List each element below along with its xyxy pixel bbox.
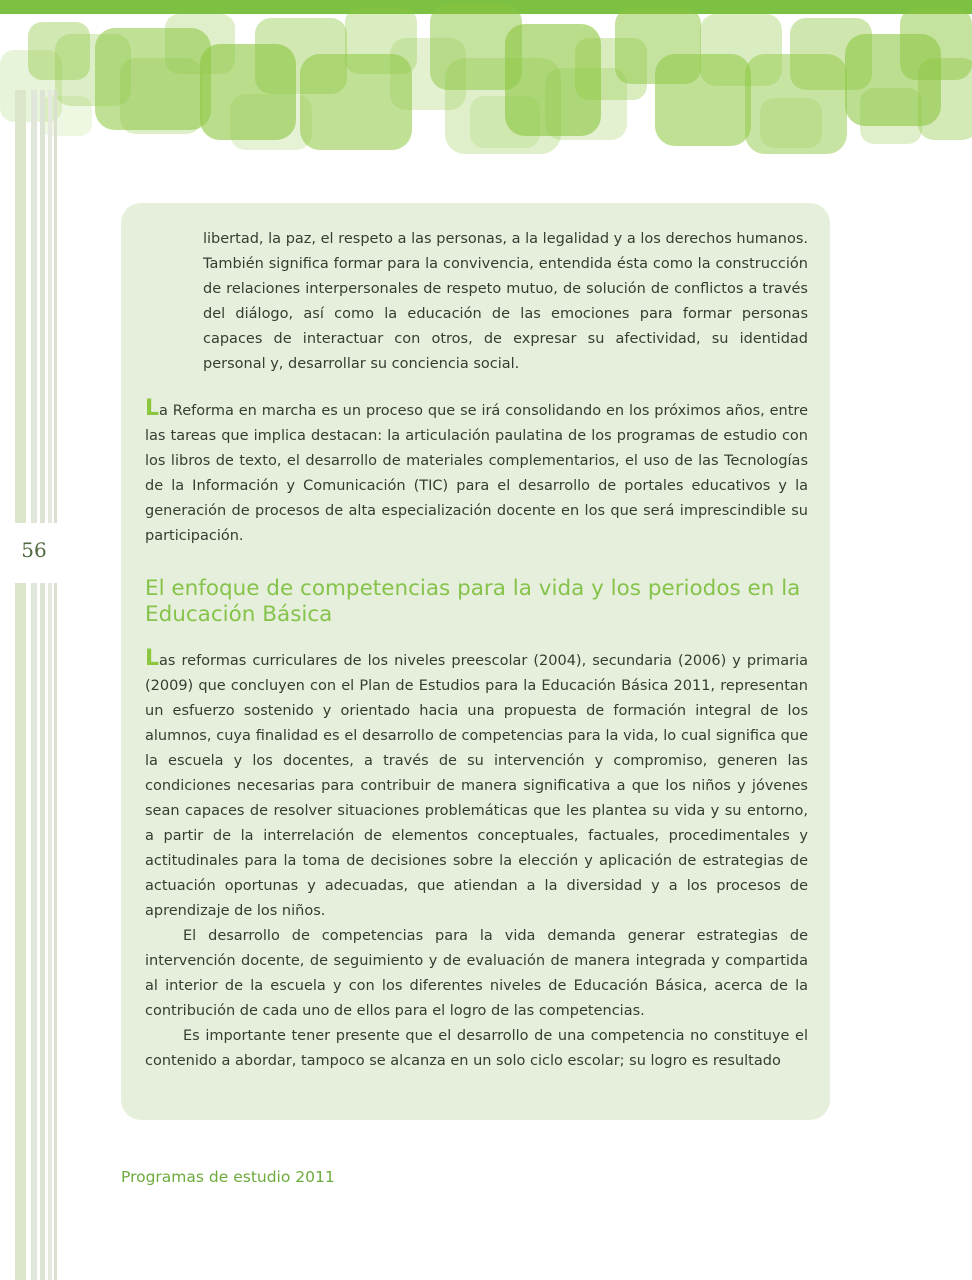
decoration-square	[55, 34, 131, 106]
paragraph-importante: Es importante tener presente que el desarrollo de una competencia no constituye el contenido a abordar, tampoco se alcanza en un solo ciclo escolar; su logro es resultado	[145, 1028, 808, 1069]
decoration-square	[760, 98, 822, 148]
decoration-square	[200, 44, 296, 140]
decoration-square	[345, 8, 417, 74]
decoration-square	[918, 58, 972, 140]
stripe	[40, 90, 45, 523]
paragraph-reformas	[145, 648, 808, 924]
decoration-square	[390, 38, 466, 110]
paragraph-desarrollo: El desarrollo de competencias para la vida demanda generar estrategias de intervención docente, de seguimiento y de evaluación de manera integrada y compartida al interior de la escuela y con los diferentes niveles de Educación Básica, acerca de la contribución de cada uno de ellos para el logro de las competencias.	[145, 928, 808, 1019]
left-stripes-top	[0, 90, 60, 523]
page-number: 56	[21, 538, 47, 562]
top-bar	[0, 0, 972, 14]
decoration-square	[230, 94, 312, 150]
stripe	[40, 583, 45, 1280]
paragraph-text: as reformas curriculares de los niveles preescolar (2004), secundaria (2006) y primaria (2009) que concluyen con el Plan de Estudios para la Educación Básica 2011, representan un esfuerzo sostenido y orientado hacia una propuesta de formación integral de los alumnos, cuya finalidad es el desarrollo de competencias para la vida, lo cual significa que la escuela y los docentes, a través de su intervención y compromiso, generen las condiciones necesarias para contribuir de manera significativa a que los niños y jóvenes sean capaces de resolver situaciones problemáticas que les plantea su vida y su entorno, a partir de la interrelación de elementos conceptuales, factuales, procedimentales y actitudinales para la toma de decisiones sobre la elección y aplicación de estrategias de actuación oportunas y adecuadas, que atiendan a la diversidad y a los procesos de aprendizaje de los niños.	[145, 653, 808, 919]
decoration-square	[615, 8, 701, 84]
stripe	[48, 583, 52, 1280]
decoration-square	[445, 58, 561, 154]
decoration-square	[165, 14, 235, 74]
stripe	[54, 90, 57, 523]
stripe	[54, 583, 57, 1280]
decoration-square	[505, 24, 601, 136]
decoration-square	[700, 14, 782, 86]
stripe	[31, 90, 37, 523]
drop-cap: L	[145, 396, 160, 421]
footer-text: Programas de estudio 2011	[121, 1168, 335, 1186]
decoration-square	[790, 18, 872, 90]
decoration-square	[28, 22, 90, 80]
decoration-square	[655, 54, 751, 146]
header-decoration	[0, 0, 972, 170]
decoration-square	[470, 96, 540, 148]
decoration-square	[255, 18, 347, 94]
paragraph-text: a Reforma en marcha es un proceso que se irá consolidando en los próximos años, entre las tareas que implica destacan: la articulación paulatina de los programas de estudio con los libros de texto, el desarrollo de materiales complementarios, el uso de las Tecnologías de la Información y Comunicación (TIC) para el desarrollo de portales educativos y la generación de procesos de alta especialización docente en los que será imprescindible su participación.	[145, 403, 808, 544]
quote-paragraph: libertad, la paz, el respeto a las personas, a la legalidad y a los derechos humanos. También significa formar para la convivencia, entendida ésta como la construcción de relaciones interpersonales de respeto mutuo, de solución de conflictos a través del diálogo, así como la educación de las emociones para formar personas capaces de interactuar con otros, de expresar su afectividad, su identidad personal y, desarrollar su conciencia social.	[203, 231, 808, 372]
paragraph-reforma	[145, 398, 808, 549]
stripe	[48, 90, 52, 523]
decoration-square	[860, 88, 922, 144]
stripe	[15, 583, 26, 1280]
left-stripes-bottom	[0, 583, 60, 1280]
stripe	[31, 583, 37, 1280]
decoration-square	[745, 54, 847, 154]
decoration-square	[120, 58, 202, 134]
drop-cap: L	[145, 646, 160, 671]
decoration-square	[545, 68, 627, 140]
decoration-square	[430, 4, 522, 90]
decoration-square	[300, 54, 412, 150]
decoration-square	[845, 34, 941, 126]
stripe	[15, 90, 26, 523]
decoration-square	[575, 38, 647, 100]
decoration-square	[900, 8, 972, 80]
decoration-square	[95, 28, 211, 130]
section-heading: El enfoque de competencias para la vida y los periodos en la Educación Básica	[145, 576, 801, 627]
content-box	[121, 203, 830, 1120]
